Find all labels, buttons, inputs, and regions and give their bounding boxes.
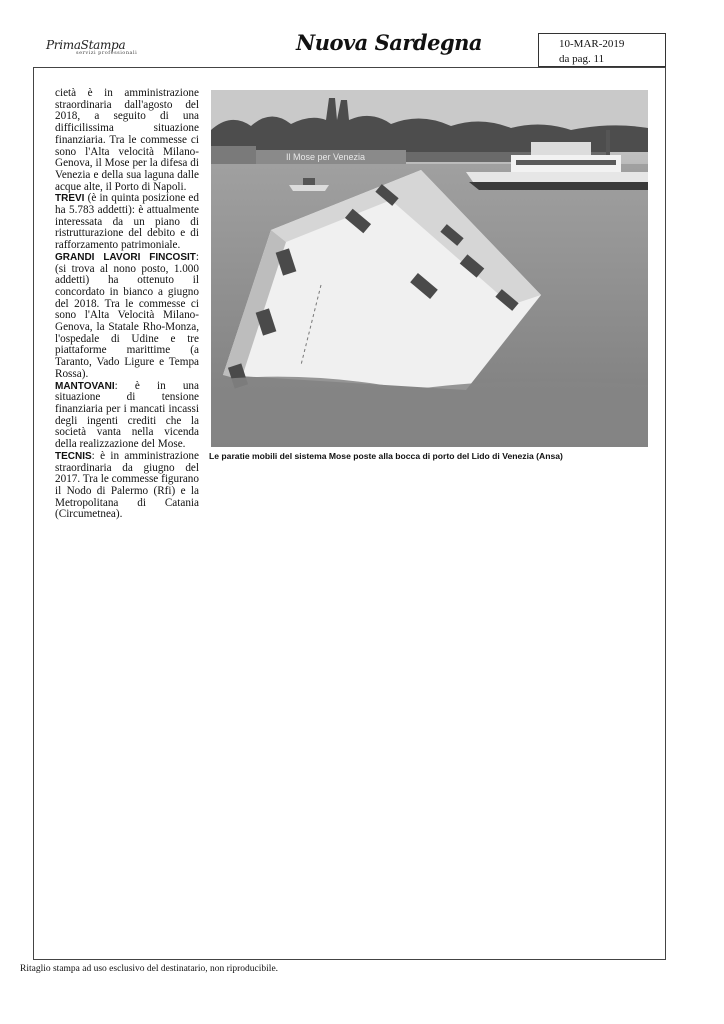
company-heading: MANTOVANI [55, 380, 115, 392]
news-photo [211, 90, 648, 447]
article-paragraph [55, 381, 199, 451]
article-text: : (si trova al nono posto, 1.000 addetti) ha ottenuto il concordato in bianco a giugno del 2018. Tra le commesse ci sono l'Alta Velocità Milano-Genova, la Statale Rho-Monza, l'ospedale di Udine e tre piattaforme marittime (a Taranto, Vado Ligure e Tempa Rossa). [55, 250, 199, 380]
article-paragraph [55, 193, 199, 252]
company-heading: TECNIS [55, 450, 92, 462]
agency-logo-text: PrimaStampa [46, 38, 126, 52]
newspaper-masthead: Nuova Sardegna [296, 30, 483, 55]
date-box [538, 33, 666, 67]
copyright-notice: Ritaglio stampa ad uso esclusivo del destinatario, non riproducibile. [20, 964, 279, 974]
article-text: (è in quinta posizione ed ha 5.783 addetti): è attualmente interessata da un piano di ristrutturazione del debito e di rafforzamento patrimoniale. [55, 192, 199, 252]
banner-text: Il Mose per Venezia [286, 152, 366, 162]
company-heading: GRANDI LAVORI FINCOSIT [55, 251, 196, 263]
article-text: cietà è in amministrazione straordinaria dall'agosto del 2018, a seguito di una difficilissima situazione finanziaria. Tra le commesse ci sono l'Alta velocità Milano-Genova, il Mose per la difesa di Venezia e della sua laguna dalle acque alte, il Porto di Napoli. [55, 87, 199, 193]
clipping-date: 10-MAR-2019 [559, 38, 625, 50]
article-text: : è in amministrazione straordinaria da giugno del 2017. Tra le commesse figurano il Nodo di Palermo (Rfi) e la Metropolitana di Catania (Circumetnea). [55, 449, 199, 521]
mose-barrier-photo [211, 90, 648, 447]
company-heading: TREVI [55, 193, 85, 205]
article-text: : è in una situazione di tensione finanziaria per i mancati incassi degli ingenti crediti che la società vanta nella vicenda della realizzazione del Mose. [55, 379, 199, 451]
article-column [55, 88, 199, 521]
agency-logo [46, 38, 138, 56]
agency-tagline: servizi professionali [76, 50, 138, 56]
page-reference: da pag. 11 [559, 53, 605, 65]
article-paragraph [55, 451, 199, 521]
article-paragraph [55, 252, 199, 381]
article-paragraph [55, 88, 199, 193]
photo-caption: Le paratie mobili del sistema Mose poste alla bocca di porto del Lido di Venezia (Ansa) [209, 451, 563, 461]
